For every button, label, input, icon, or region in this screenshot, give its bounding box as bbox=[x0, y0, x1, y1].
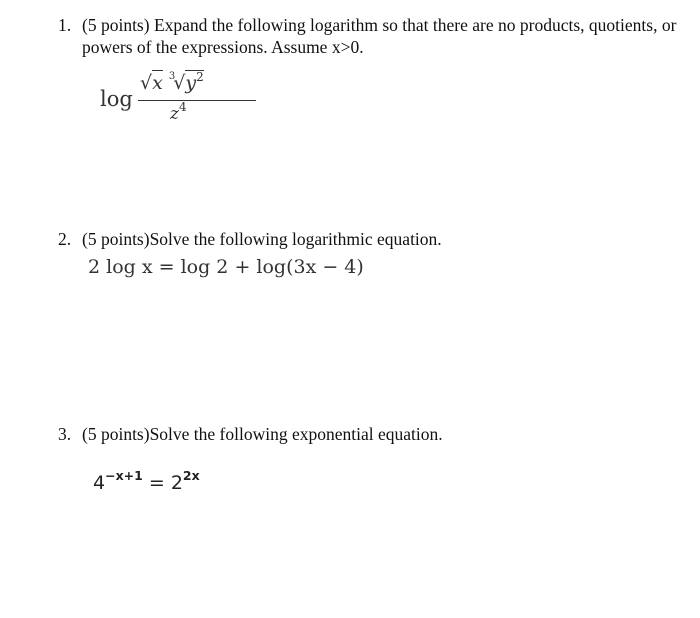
plus-sign: + bbox=[234, 256, 251, 278]
equals-sign: = bbox=[158, 256, 175, 278]
fraction-numerator bbox=[140, 72, 204, 94]
question-2-equation bbox=[88, 256, 364, 278]
question-2-number: 2. bbox=[58, 229, 72, 249]
fraction-bar bbox=[138, 100, 256, 101]
sqrt-radicand: x bbox=[152, 72, 163, 94]
question-3-number: 3. bbox=[58, 424, 72, 444]
lhs-base: 4 bbox=[93, 472, 106, 494]
cube-root-radicand: y bbox=[185, 72, 197, 94]
question-2-text: (5 points)Solve the following logarithmic equation. bbox=[82, 229, 442, 249]
equals-sign: = bbox=[148, 472, 165, 494]
question-1-text-line1: (5 points) Expand the following logarithm so that there are no products, quotients, or bbox=[82, 15, 677, 35]
question-3-equation bbox=[93, 468, 200, 494]
equation-lhs: 2 log x bbox=[88, 256, 153, 278]
question-1-number: 1. bbox=[58, 15, 72, 35]
rhs-base: 2 bbox=[170, 472, 183, 494]
cube-root-exponent: 2 bbox=[196, 70, 204, 84]
equation-rhs-term-1: log 2 bbox=[180, 256, 229, 278]
sqrt-symbol: √ bbox=[140, 72, 153, 94]
question-1-text-line2: powers of the expressions. Assume x>0. bbox=[82, 37, 364, 57]
log-operator: log bbox=[100, 87, 133, 111]
cube-root-symbol: √ bbox=[173, 72, 186, 94]
question-1-expression bbox=[100, 72, 250, 132]
lhs-exponent: −x+1 bbox=[105, 468, 143, 483]
denominator-base: z bbox=[170, 104, 179, 124]
equation-rhs-term-2: log(3x − 4) bbox=[256, 256, 364, 278]
fraction-denominator bbox=[170, 100, 187, 124]
denominator-exponent: 4 bbox=[178, 100, 187, 114]
rhs-exponent: 2x bbox=[182, 468, 200, 483]
cube-root-radicand-wrap bbox=[185, 70, 203, 94]
cube-root-index: 3 bbox=[168, 71, 176, 82]
question-3-text: (5 points)Solve the following exponential equation. bbox=[82, 424, 443, 444]
